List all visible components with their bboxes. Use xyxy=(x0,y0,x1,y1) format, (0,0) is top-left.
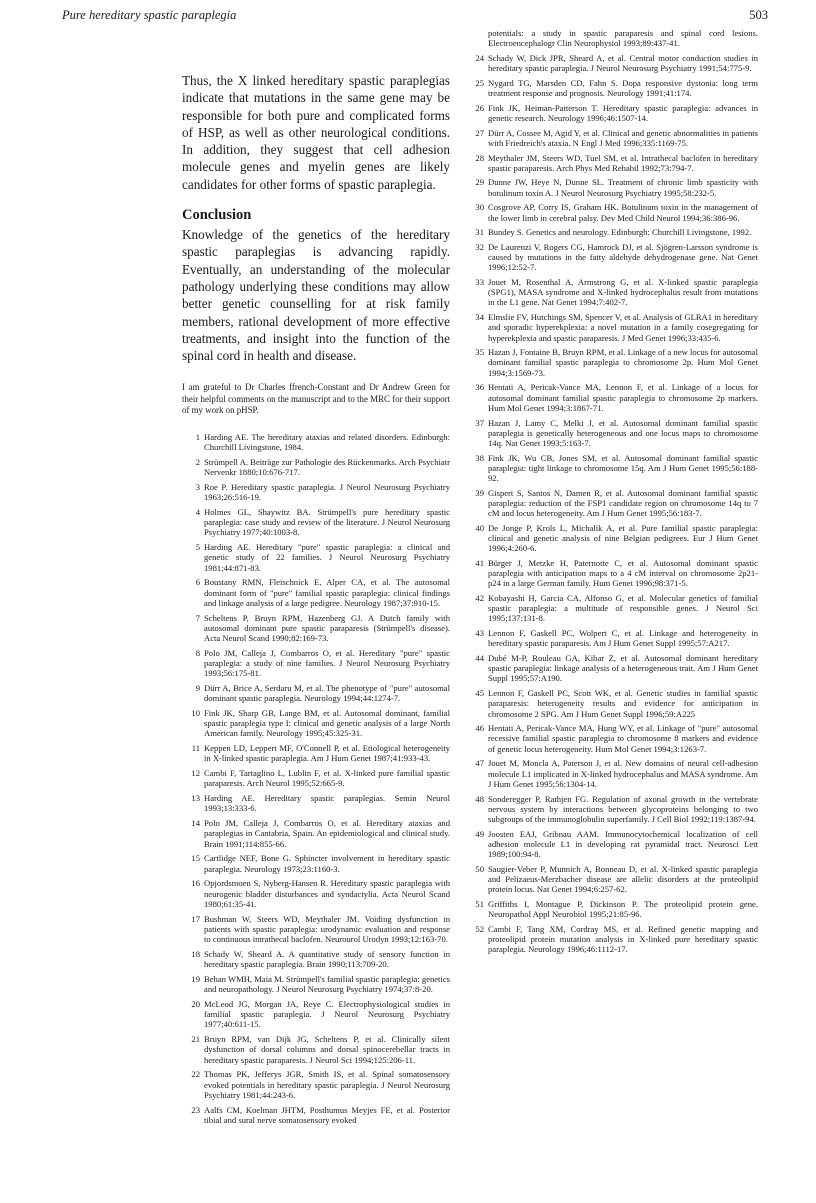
reference-item xyxy=(182,507,450,538)
reference-number: 20 xyxy=(191,998,200,1009)
reference-number: 38 xyxy=(475,452,484,463)
reference-number: 31 xyxy=(475,227,484,238)
reference-text: Dunne JW, Heye N, Dunne SL. Treatment of chronic limb spasticity with botulinum toxin A. J Neurol Neurosurg Psychiatry 1995;58:232-5. xyxy=(488,177,758,198)
reference-item xyxy=(182,708,450,739)
reference-number: 32 xyxy=(475,241,484,252)
reference-item xyxy=(182,577,450,608)
reference-number: 45 xyxy=(475,688,484,699)
reference-item xyxy=(182,949,450,969)
reference-number: 19 xyxy=(191,973,200,984)
reference-item xyxy=(182,768,450,788)
acknowledgement: I am grateful to Dr Charles ffrench-Constant and Dr Andrew Green for their helpful comments on the manuscript and to the MRC for their support of my work on pHSP. xyxy=(182,382,450,415)
reference-item xyxy=(182,683,450,703)
reference-23-continued: potentials: a study in spastic paraparesis and spinal cord lesions. Electroencephalogr Clin Neurophysiol 1993;89:437-41. xyxy=(488,28,758,49)
reference-item xyxy=(468,523,758,554)
page-number: 503 xyxy=(749,8,768,22)
reference-item xyxy=(468,177,758,197)
reference-list-left xyxy=(182,432,450,1125)
reference-item xyxy=(468,794,758,825)
reference-number: 13 xyxy=(191,793,200,804)
reference-text: Dürr A, Brice A, Serdaru M, et al. The phenotype of "pure" autosomal dominant spastic paraplegia. Neurology 1994;44:1274-7. xyxy=(204,683,450,704)
reference-text: Roe P. Hereditary spastic paraplegia. J Neurol Neurosurg Psychiatry 1963;26:516-19. xyxy=(204,482,450,503)
reference-text: Cambi F, Tang XM, Cordray MS, et al. Refined genetic mapping and proteolipid protein mutation analysis in X-linked pure hereditary spastic paraplegia. Neurology 1996;46:1112-17. xyxy=(488,923,758,955)
reference-text: De Jonge P, Krols L, Michalik A, et al. Pure familial spastic paraplegia: clinical and genetic analysis of nine Belgian pedigrees. Eur J Hum Genet 1996;4:260-6. xyxy=(488,522,758,554)
reference-item xyxy=(468,453,758,484)
reference-number: 9 xyxy=(195,683,200,694)
reference-item xyxy=(468,758,758,789)
reference-item xyxy=(468,628,758,648)
reference-item xyxy=(182,482,450,502)
reference-number: 17 xyxy=(191,913,200,924)
reference-text: Lennon F, Gaskell PC, Scott WK, et al. Genetic studies in familial spastic paraparesis: heterogeneity results and evidence for anticipation in chromosome 2 SPG. Am J Hum Genet Suppl 1996;59:A225 xyxy=(488,688,758,719)
reference-number: 34 xyxy=(475,312,484,323)
reference-number: 24 xyxy=(475,52,484,63)
reference-item xyxy=(468,688,758,719)
reference-text: Polo JM, Calleja J, Combarros O, et al. Hereditary ataxias and paraplegias in Cantabria, Spain. An epidemiological and clinical study. Brain 1991;114:855-66. xyxy=(204,818,450,849)
reference-number: 6 xyxy=(195,577,200,588)
reference-text: Hazan J, Fontaine B, Bruyn RPM, et al. Linkage of a new locus for autosomal dominant familial spastic paraplegia to chromosome 2p. Hum Mol Genet 1994;3:1569-73. xyxy=(488,347,758,378)
reference-item xyxy=(468,558,758,589)
reference-item xyxy=(182,432,450,452)
reference-number: 3 xyxy=(195,482,200,493)
reference-item xyxy=(468,829,758,860)
reference-text: Meythaler JM, Steers WD, Tuel SM, et al. Intrathecal baclofen in hereditary spastic paraparesis. Arch Phys Med Rehabil 1992;73:794-7. xyxy=(488,152,758,173)
reference-number: 51 xyxy=(475,898,484,909)
reference-text: Cambi F, Tartaglino L, Lublin F, et al. X-linked pure familial spastic paraparesis. Arch Neurol 1995;52:665-9. xyxy=(204,768,450,789)
reference-item xyxy=(468,78,758,98)
reference-number: 15 xyxy=(191,853,200,864)
reference-number: 42 xyxy=(475,593,484,604)
reference-item xyxy=(468,128,758,148)
reference-text: Harding AE. Hereditary "pure" spastic paraplegia: a clinical and genetic study of 22 families. J Neurol Neurosurg Psychiatry 1981;44:871-83. xyxy=(204,542,450,573)
reference-item xyxy=(468,103,758,123)
reference-item xyxy=(468,653,758,684)
reference-text: Aalfs CM, Koelman JHTM, Posthumus Meyjes FE, et al. Posterior tibial and sural nerve somatosensory evoked xyxy=(204,1104,450,1125)
reference-item xyxy=(468,864,758,895)
reference-item xyxy=(468,723,758,754)
reference-item xyxy=(468,924,758,955)
running-title: Pure hereditary spastic paraplegia xyxy=(62,8,237,22)
reference-item xyxy=(182,878,450,909)
reference-number: 22 xyxy=(191,1069,200,1080)
reference-number: 14 xyxy=(191,818,200,829)
reference-number: 50 xyxy=(475,863,484,874)
reference-text: Joosten EAJ, Gribnau AAM. Immunocytochemical localization of cell adhesion molecule L1 in developing rat pyramidal tract. Neurosci Lett 1989;100:94-8. xyxy=(488,828,758,860)
reference-text: Bruyn RPM, van Dijk JG, Scheltens P, et al. Clinically silent dysfunction of dorsal columns and dorsal spinocerebellar tracts in hereditary spastic paraparesis. J Neurol Sci 1994;125:206-11. xyxy=(204,1034,450,1065)
reference-text: Strümpell A. Beiträge zur Pathologie des Rückenmarks. Arch Psychiatr Nervenkr 1880;10:676-717. xyxy=(204,457,450,478)
reference-number: 46 xyxy=(475,723,484,734)
reference-number: 35 xyxy=(475,347,484,358)
reference-text: Dubé M-P, Rouleau GA, Kibar Z, et al. Autosomal dominant hereditary spastic paraplegia: linkage analysis of a heterogeneous trait. Am J Hum Genet Suppl 1995;57:A190. xyxy=(488,653,758,684)
reference-item xyxy=(182,914,450,945)
reference-number: 39 xyxy=(475,487,484,498)
reference-item xyxy=(182,457,450,477)
reference-item xyxy=(182,542,450,573)
reference-text: Hazan J, Lamy C, Melki J, et al. Autosomal dominant familial spastic paraplegia is genetically heterogeneous and one locus maps to chromosome 14q. Nat Genet 1993;5:163-7. xyxy=(488,417,758,448)
reference-number: 12 xyxy=(191,768,200,779)
reference-number: 37 xyxy=(475,417,484,428)
reference-text: Cosgrove AP, Corry IS, Graham HK. Botulinum toxin in the management of the lower limb in cerebral palsy. Dev Med Child Neurol 1994;36:386-96. xyxy=(488,202,758,223)
reference-text: Nygard TG, Marsden CD, Fahn S. Dopa responsive dystonia: long term treatment response and prognosis. Neurology 1991;41:174. xyxy=(488,77,758,99)
reference-item xyxy=(182,743,450,763)
reference-item xyxy=(182,613,450,644)
reference-number: 27 xyxy=(475,127,484,138)
reference-number: 41 xyxy=(475,557,484,568)
reference-item xyxy=(468,242,758,273)
reference-text: Sonderegger P, Rathjen FG. Regulation of axonal growth in the vertebrate nervous system by interactions between glycoproteins belonging to two subgroups of the immunoglobulin superfamily. J Cell Biol 1992;119:1387-94. xyxy=(488,793,758,824)
reference-item xyxy=(468,899,758,919)
reference-text: Saugier-Veber P, Munnich A, Bonneau D, et al. X-linked spastic paraplegia and Pelizaeus-Merzbacher disease are allelic disorders at the proteolipid protein locus. Nat Genet 1994;6:257-62. xyxy=(488,863,758,895)
reference-item xyxy=(468,382,758,413)
reference-number: 49 xyxy=(475,828,484,839)
reference-number: 21 xyxy=(191,1034,200,1045)
reference-item xyxy=(468,202,758,222)
reference-number: 43 xyxy=(475,628,484,639)
reference-item xyxy=(182,999,450,1030)
reference-item xyxy=(182,974,450,994)
left-column xyxy=(182,72,450,1130)
reference-item xyxy=(468,418,758,449)
reference-text: Hentati A, Pericak-Vance MA, Hung WY, et al. Linkage of "pure" autosomal recessive familial spastic paraplegia to chromosome 8 markers and evidence of genetic locus heterogeneity. Hum Mol Genet 1994;3:1263-7. xyxy=(488,723,758,754)
conclusion-heading: Conclusion xyxy=(182,207,252,224)
reference-number: 8 xyxy=(195,647,200,658)
reference-text: Fink JK, Wu CB, Jones SM, et al. Autosomal dominant familial spastic paraplegia: tight linkage to chromosome 15q. Am J Hum Genet 1995;56:188-92. xyxy=(488,452,758,484)
reference-text: Keppen LD, Leppert MF, O'Connell P, et al. Etiological heterogeneity in X-linked spastic paraplegia. Am J Hum Genet 1987;41:933-43. xyxy=(204,743,450,764)
reference-item xyxy=(468,53,758,73)
reference-number: 26 xyxy=(475,102,484,113)
reference-text: Bushman W, Steers WD, Meythaler JM. Voiding dysfunction in patients with spastic paraplegia: urodynamic evaluation and response to continuous intrathecal baclofen. Neurourol Urodyn 1993;12:163-70. xyxy=(204,913,450,945)
reference-number: 36 xyxy=(475,382,484,393)
reference-number: 47 xyxy=(475,758,484,769)
reference-text: Polo JM, Calleja J, Combarros O, et al. Hereditary "pure" spastic paraplegia: a study of nine families. J Neurol Neurosurg Psychiatry 1993;56:175-81. xyxy=(204,647,450,679)
reference-number: 4 xyxy=(195,507,200,518)
reference-text: Hentati A, Pericak-Vance MA, Lennon F, et al. Linkage of a locus for autosomal dominant familial spastic paraplegia to chromosome 2p markers. Hum Mol Genet 1994;3:1867-71. xyxy=(488,382,758,413)
reference-item xyxy=(468,347,758,378)
reference-text: Fink JK, Heiman-Patterson T. Hereditary spastic paraplegia: advances in genetic research. Neurology 1996;46:1507-14. xyxy=(488,102,758,123)
reference-number: 29 xyxy=(475,177,484,188)
reference-text: Harding AE. The hereditary ataxias and related disorders. Edinburgh: Churchill Livingstone, 1984. xyxy=(204,432,450,453)
reference-item xyxy=(468,488,758,519)
reference-text: Harding AE. Hereditary spastic paraplegias. Semin Neurol 1993;13:333-6. xyxy=(204,793,450,814)
reference-text: Jouet M, Rosenthal A, Armstrong G, et al. X-linked spastic paraplegia (SPG1), MASA syndrome and X-linked hydrocephalus result from mutations in the L1 gene. Nat Genet 1994;7:402-7. xyxy=(488,277,758,308)
reference-number: 7 xyxy=(195,612,200,623)
reference-text: Gispert S, Santos N, Damen R, et al. Autosomal dominant familial spastic paraplegia: reduction of the FSP1 candidate region on chromosome 14q to 7 cM and locus heterogeneity. Am J Hum Genet 1995;56:183-7. xyxy=(488,487,758,519)
reference-text: Boustany RMN, Fleischnick E, Alper CA, et al. The autosomal dominant form of "pure" familial spastic paraplegia: clinical findings and linkage analysis of a large pedigree. Neurology 1987;37:910-15. xyxy=(204,577,450,608)
intro-paragraph: Thus, the X linked hereditary spastic paraplegias indicate that mutations in the same gene may be responsible for both pure and complicated forms of HSP, as well as other neurological conditions. In addition, they suggest that cell adhesion molecule genes and myelin genes are likely candidates for other forms of spastic paraplegia. xyxy=(182,73,450,192)
reference-number: 52 xyxy=(475,923,484,934)
reference-text: Elmslie FV, Hutchings SM, Spencer V, et al. Analysis of GLRA1 in hereditary and sporadic hyperekplexia: a novel mutation in a family cosegregating for hyperekplexia and spastic paraparesis. J Med Genet 1996;33:435-6. xyxy=(488,312,758,343)
reference-number: 10 xyxy=(191,708,200,719)
reference-number: 30 xyxy=(475,202,484,213)
reference-text: Scheltens P, Bruyn RPM, Hazenberg GJ. A Dutch family with autosomal dominant pure spastic paraparesis (Strümpell's disease). Acta Neurol Scand 1990;82:169-73. xyxy=(204,612,450,644)
reference-item xyxy=(182,1105,450,1125)
reference-item xyxy=(182,793,450,813)
reference-number: 44 xyxy=(475,653,484,664)
reference-number: 25 xyxy=(475,77,484,88)
reference-text: Opjordsmoen S, Nyberg-Hansen R. Hereditary spastic paraplegia with neurogenic bladder disturbances and syndactylia. Acta Neurol Scand 1980;61:35-41. xyxy=(204,878,450,909)
reference-item xyxy=(468,312,758,343)
reference-item xyxy=(468,593,758,624)
reference-text: Jouet M, Moncla A, Paterson J, et al. New domains of neural cell-adhesion molecule L1 implicated in X-linked hydrocephalus and MASA syndrome. Am J Hum Genet 1995;56:1304-14. xyxy=(488,758,758,789)
reference-number: 11 xyxy=(191,743,200,754)
reference-text: Schady W, Dick JPR, Sheard A, et al. Central motor conduction studies in hereditary spastic paraplegia. J Neurol Neurosurg Psychiatry 1991;54:775-9. xyxy=(488,52,758,74)
reference-text: Schady W, Sheard A. A quantitative study of sensory function in hereditary spastic paraplegia. Brain 1990;113:709-20. xyxy=(204,948,450,970)
reference-item xyxy=(468,153,758,173)
reference-text: Cartlidge NEF, Bone G. Sphincter involvement in hereditary spastic paraplegia. Neurology 1973;23:1160-3. xyxy=(204,853,450,874)
reference-list-right xyxy=(468,53,758,954)
reference-text: Dürr A, Cossee M, Agid Y, et al. Clinical and genetic abnormalities in patients with Friedreich's ataxia. N Engl J Med 1996;335:1169-75. xyxy=(488,127,758,148)
reference-number: 28 xyxy=(475,152,484,163)
reference-text: Fink JK, Sharp GB, Lange BM, et al. Autosomal dominant, familial spastic paraplegia type I: clinical and genetic analysis of a large North American family. Neurology 1995;45:325-31. xyxy=(204,708,450,739)
reference-item xyxy=(182,853,450,873)
conclusion-text: Knowledge of the genetics of the hereditary spastic paraplegias is advancing rapidly. Eventually, an understanding of the molecular pathology underlying these conditions may allow better genetic counselling for at risk family members, rational development of more effective treatments, and insight into the function of the spinal cord in health and disease. xyxy=(182,227,450,364)
reference-text: Holmes GL, Shaywitz BA. Strümpell's pure hereditary spastic paraplegia: case study and review of the literature. J Neurol Neurosurg Psychiatry 1977;40:1003-8. xyxy=(204,507,450,538)
reference-text: De Laurenzi V, Rogers CG, Hamrock DJ, et al. Sjögren-Larsson syndrome is caused by mutations in the fatty aldehyde dehydrogenase gene. Nat Genet 1996;12:52-7. xyxy=(488,241,758,273)
reference-number: 40 xyxy=(475,522,484,533)
reference-text: Griffiths I, Montague P, Dickinson P. The proteolipid protein gene. Neuropathol Appl Neurobiol 1995;21:85-96. xyxy=(488,898,758,920)
reference-number: 16 xyxy=(191,878,200,889)
reference-text: Bundey S. Genetics and neurology. Edinburgh: Churchill Livingstone, 1992. xyxy=(488,227,752,238)
reference-text: Behan WMH, Maia M. Strümpell's familial spastic paraplegia: genetics and neuropathology. J Neurol Neurosurg Psychiatry 1974;37:8-20. xyxy=(204,973,450,995)
right-column xyxy=(468,28,758,959)
reference-number: 5 xyxy=(195,542,200,553)
reference-item xyxy=(182,1034,450,1065)
reference-number: 33 xyxy=(475,277,484,288)
reference-item xyxy=(182,1069,450,1100)
reference-number: 23 xyxy=(191,1104,200,1115)
reference-text: Kobayashi H, Garcia CA, Alfonso G, et al. Molecular genetics of familial spastic paraplegia: a multitude of responsible genes. J Neurol Sci 1995;137:131-8. xyxy=(488,593,758,624)
reference-text: Bürger J, Metzke H, Paternotte C, et al. Autosomal dominant spastic paraplegia with anticipation maps to a 4 cM interval on chromosome 2p21-p24 in a large German family. Hum Genet 1996;98:371-5. xyxy=(488,557,758,589)
reference-number: 48 xyxy=(475,793,484,804)
reference-number: 1 xyxy=(195,432,200,443)
reference-number: 18 xyxy=(191,948,200,959)
reference-item xyxy=(182,818,450,849)
reference-item xyxy=(182,648,450,679)
reference-text: Thomas PK, Jefferys JGR, Smith IS, et al. Spinal somatosensory evoked potentials in hereditary spastic paraplegia. J Neurol Neurosurg Psychiatry 1981;44:243-6. xyxy=(204,1069,450,1100)
reference-text: McLeod JG, Morgan JA, Reye C. Electrophysiological studies in familial spastic paraplegia. J Neurol Neurosurg Psychiatry 1977;40:611-15. xyxy=(204,998,450,1030)
reference-item xyxy=(468,227,758,237)
reference-item xyxy=(468,277,758,308)
reference-text: Lennon F, Gaskell PC, Wolpert C, et al. Linkage and heterogeneity in hereditary spastic paraparesis. Am J Hum Genet Suppl 1995;57:A217. xyxy=(488,628,758,649)
reference-number: 2 xyxy=(195,457,200,468)
